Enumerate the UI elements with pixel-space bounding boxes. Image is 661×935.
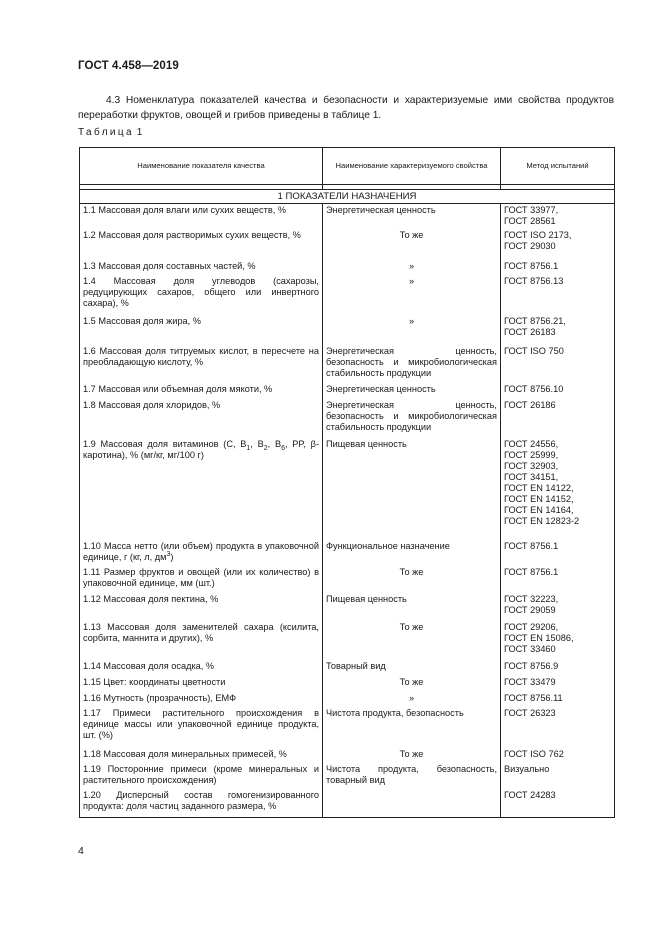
property-cell: Товарный вид	[323, 660, 501, 676]
indicator-cell: 1.10 Масса нетто (или объем) продукта в упаковочной единице, г (кг, л, $дм^3$)	[80, 540, 323, 566]
method-cell: ГОСТ ISO 750	[501, 345, 615, 383]
indicator-cell: 1.7 Массовая или объемная доля мякоти, %	[80, 383, 323, 399]
table-row	[80, 621, 615, 660]
table-row	[80, 315, 615, 345]
method-cell: ГОСТ 32223, ГОСТ 29059	[501, 593, 615, 621]
table-caption	[78, 127, 142, 138]
table-row	[80, 566, 615, 593]
table-row	[80, 789, 615, 818]
indicator-cell: 1.14 Массовая доля осадка, %	[80, 660, 323, 676]
table-caption-number: 1	[136, 127, 143, 138]
indicator-cell: 1.18 Массовая доля минеральных примесей, %	[80, 748, 323, 763]
indicator-cell: 1.12 Массовая доля пектина, %	[80, 593, 323, 621]
property-cell: »	[323, 260, 501, 275]
table-row	[80, 345, 615, 383]
table-row	[80, 229, 615, 260]
property-cell: »	[323, 692, 501, 707]
method-cell: ГОСТ 8756.1	[501, 566, 615, 593]
indicator-cell: 1.4 Массовая доля углеводов (сахарозы, редуцирующих сахаров, общего или инвертного сахара), %	[80, 275, 323, 315]
quality-indicators-table	[79, 147, 614, 818]
method-cell: ГОСТ 33977, ГОСТ 28561	[501, 204, 615, 229]
indicator-cell: 1.13 Массовая доля заменителей сахара (ксилита, сорбита, маннита и других), %	[80, 621, 323, 660]
indicator-cell: 1.2 Массовая доля растворимых сухих веществ, %	[80, 229, 323, 260]
property-cell: Энергетическая ценность	[323, 204, 501, 229]
indicator-cell: 1.5 Массовая доля жира, %	[80, 315, 323, 345]
intro-paragraph	[78, 93, 614, 123]
table-row	[80, 204, 615, 229]
method-cell: ГОСТ ISO 762	[501, 748, 615, 763]
header-indicator: Наименование показателя качества	[80, 148, 323, 185]
property-cell: То же	[323, 676, 501, 692]
section-title: 1 ПОКАЗАТЕЛИ НАЗНАЧЕНИЯ	[80, 190, 615, 204]
property-cell: То же	[323, 621, 501, 660]
table-row	[80, 676, 615, 692]
table-row	[80, 540, 615, 566]
method-cell: ГОСТ 8756.9	[501, 660, 615, 676]
table-row	[80, 660, 615, 676]
method-cell: ГОСТ 24283	[501, 789, 615, 818]
method-cell: ГОСТ 8756.1	[501, 540, 615, 566]
property-cell: То же	[323, 748, 501, 763]
indicator-cell: 1.3 Массовая доля составных частей, %	[80, 260, 323, 275]
indicator-cell: 1.19 Посторонние примеси (кроме минеральных и растительного происхождения)	[80, 763, 323, 789]
property-cell: Энергетическая ценность, безопасность и микробиологическая стабильность продукции	[323, 399, 501, 438]
property-cell: Чистота продукта, безопасность, товарный вид	[323, 763, 501, 789]
method-cell: ГОСТ ISO 2173, ГОСТ 29030	[501, 229, 615, 260]
table-row	[80, 275, 615, 315]
property-cell: Функциональное назначение	[323, 540, 501, 566]
method-cell: ГОСТ 29206, ГОСТ EN 15086, ГОСТ 33460	[501, 621, 615, 660]
property-cell: Чистота продукта, безопасность	[323, 707, 501, 748]
property-cell: »	[323, 315, 501, 345]
table-row	[80, 383, 615, 399]
page-number: 4	[78, 845, 84, 857]
table-row	[80, 707, 615, 748]
method-cell: ГОСТ 24556, ГОСТ 25999, ГОСТ 32903, ГОСТ 34151, ГОСТ EN 14122, ГОСТ EN 14152, ГОСТ EN 14164, ГОСТ EN 12823-2	[501, 438, 615, 540]
table-row	[80, 438, 615, 540]
method-cell: ГОСТ 8756.21, ГОСТ 26183	[501, 315, 615, 345]
table-caption-label: Таблица	[78, 127, 135, 138]
indicator-cell: 1.6 Массовая доля титруемых кислот, в пересчете на преобладающую кислоту, %	[80, 345, 323, 383]
table-row	[80, 763, 615, 789]
indicator-cell: 1.16 Мутность (прозрачность), ЕМФ	[80, 692, 323, 707]
document-header: ГОСТ 4.458—2019	[78, 60, 179, 72]
indicator-cell: 1.9 Массовая доля витаминов (C, $B_1$, $B_2$, $B_6$, PP, β-каротина), % (мг/кг, мг/100 г)	[80, 438, 323, 540]
property-cell: Энергетическая ценность, безопасность и микробиологическая стабильность продукции	[323, 345, 501, 383]
method-cell: ГОСТ 8756.11	[501, 692, 615, 707]
method-cell: ГОСТ 33479	[501, 676, 615, 692]
method-cell: Визуально	[501, 763, 615, 789]
header-property: Наименование характеризуемого свойства	[323, 148, 501, 185]
property-cell: »	[323, 275, 501, 315]
property-cell	[323, 789, 501, 818]
table-row	[80, 748, 615, 763]
method-cell: ГОСТ 8756.13	[501, 275, 615, 315]
indicator-cell: 1.20 Дисперсный состав гомогенизированного продукта: доля частиц заданного размера, %	[80, 789, 323, 818]
property-cell: Пищевая ценность	[323, 438, 501, 540]
table-row	[80, 260, 615, 275]
indicator-cell: 1.1 Массовая доля влаги или сухих веществ, %	[80, 204, 323, 229]
indicator-cell: 1.11 Размер фруктов и овощей (или их количество) в упаковочной единице, мм (шт.)	[80, 566, 323, 593]
table-row	[80, 399, 615, 438]
method-cell: ГОСТ 26186	[501, 399, 615, 438]
method-cell: ГОСТ 8756.1	[501, 260, 615, 275]
method-cell: ГОСТ 26323	[501, 707, 615, 748]
header-method: Метод испытаний	[501, 148, 615, 185]
property-cell: То же	[323, 229, 501, 260]
indicator-cell: 1.15 Цвет: координаты цветности	[80, 676, 323, 692]
property-cell: Пищевая ценность	[323, 593, 501, 621]
property-cell: Энергетическая ценность	[323, 383, 501, 399]
indicator-cell: 1.17 Примеси растительного происхождения в единице массы или упаковочной единице продукта, шт. (%)	[80, 707, 323, 748]
method-cell: ГОСТ 8756.10	[501, 383, 615, 399]
indicator-cell: 1.8 Массовая доля хлоридов, %	[80, 399, 323, 438]
table-row	[80, 593, 615, 621]
property-cell: То же	[323, 566, 501, 593]
table-row	[80, 692, 615, 707]
intro-text: 4.3 Номенклатура показателей качества и безопасности и характеризуемые ими свойства продуктов переработки фруктов, овощей и грибов приведены в таблице 1.	[78, 95, 614, 121]
